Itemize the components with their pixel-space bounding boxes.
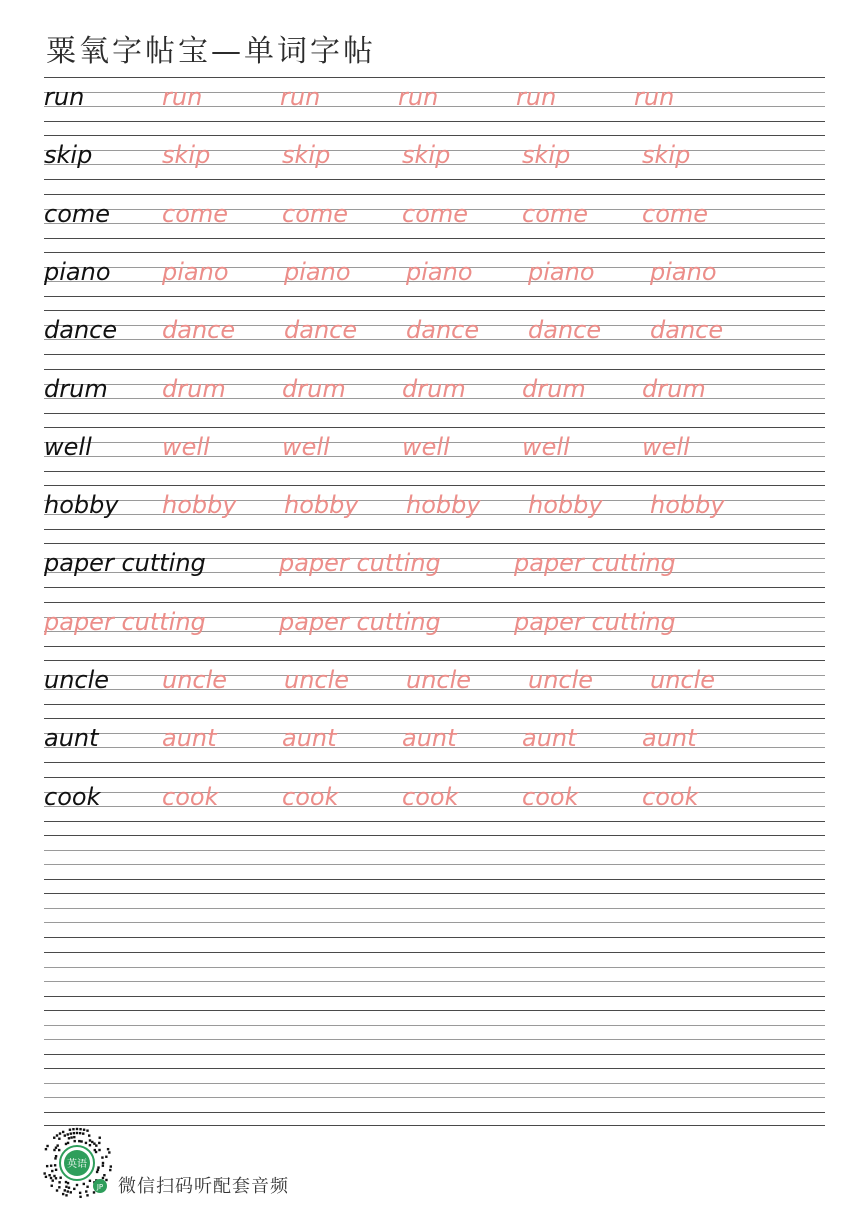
practice-row xyxy=(44,310,825,354)
trace-word: cook xyxy=(162,782,219,811)
trace-word: paper cutting xyxy=(279,549,441,578)
practice-row xyxy=(44,777,825,821)
practice-row xyxy=(44,135,825,179)
trace-word: piano xyxy=(284,257,351,286)
model-word: hobby xyxy=(44,491,119,520)
guide-line xyxy=(44,1068,825,1069)
guide-line xyxy=(44,1010,825,1011)
trace-word: cook xyxy=(522,782,579,811)
trace-word: skip xyxy=(522,141,571,170)
qr-corner-label: JP xyxy=(96,1183,104,1191)
trace-word: run xyxy=(634,83,675,111)
guide-line xyxy=(44,996,825,997)
practice-row xyxy=(44,369,825,413)
trace-word: piano xyxy=(528,257,595,286)
model-word: paper cutting xyxy=(44,549,206,578)
trace-word: piano xyxy=(162,257,229,286)
guide-line xyxy=(44,587,825,588)
guide-line xyxy=(44,850,825,851)
guide-line xyxy=(44,1025,825,1026)
guide-line xyxy=(44,1112,825,1113)
trace-word: well xyxy=(282,432,330,461)
trace-word: well xyxy=(642,432,690,461)
trace-word: aunt xyxy=(522,724,577,753)
practice-row xyxy=(44,543,825,587)
model-word: uncle xyxy=(44,666,110,694)
trace-word: uncle xyxy=(284,666,350,694)
guide-line xyxy=(44,1083,825,1084)
trace-word: skip xyxy=(642,141,691,170)
model-word: cook xyxy=(44,782,101,811)
model-word: dance xyxy=(44,316,118,345)
qr-badge-label: 英语 xyxy=(67,1159,87,1170)
guide-line xyxy=(44,952,825,953)
guide-line xyxy=(44,1097,825,1098)
guide-line xyxy=(44,864,825,865)
guide-line xyxy=(44,529,825,530)
guide-line xyxy=(44,908,825,909)
trace-word: paper cutting xyxy=(44,607,206,636)
trace-word: come xyxy=(642,199,709,228)
trace-word: come xyxy=(282,199,349,228)
guide-line xyxy=(44,893,825,894)
trace-word: drum xyxy=(402,374,466,403)
trace-word: well xyxy=(402,432,450,461)
guide-line xyxy=(44,413,825,414)
guide-line xyxy=(44,981,825,982)
trace-word: dance xyxy=(284,316,358,345)
trace-word: paper cutting xyxy=(514,549,676,578)
guide-line xyxy=(44,121,825,122)
trace-word: come xyxy=(402,199,469,228)
practice-row xyxy=(44,485,825,529)
trace-word: dance xyxy=(528,316,602,345)
trace-word: uncle xyxy=(528,666,594,694)
trace-word: uncle xyxy=(162,666,228,694)
page-title: 粟氧字帖宝—单词字帖 xyxy=(46,34,376,69)
guide-line xyxy=(44,762,825,763)
trace-word: drum xyxy=(522,374,586,403)
trace-word: run xyxy=(162,83,203,111)
footer xyxy=(40,1126,440,1206)
trace-word: drum xyxy=(162,374,226,403)
trace-word: paper cutting xyxy=(279,607,441,636)
trace-word: uncle xyxy=(406,666,472,694)
trace-word: run xyxy=(398,83,439,111)
trace-word: dance xyxy=(162,316,236,345)
practice-row xyxy=(44,660,825,704)
guide-line xyxy=(44,821,825,822)
trace-word: well xyxy=(522,432,570,461)
model-word: aunt xyxy=(44,724,99,753)
guide-line xyxy=(44,704,825,705)
guide-line xyxy=(44,937,825,938)
trace-word: aunt xyxy=(162,724,217,753)
guide-line xyxy=(44,879,825,880)
practice-row xyxy=(44,427,825,471)
trace-word: aunt xyxy=(282,724,337,753)
guide-line xyxy=(44,354,825,355)
trace-word: paper cutting xyxy=(514,607,676,636)
model-word: come xyxy=(44,199,111,228)
guide-line xyxy=(44,471,825,472)
trace-word: skip xyxy=(402,141,451,170)
guide-line xyxy=(44,1054,825,1055)
model-word: run xyxy=(44,83,85,111)
practice-row xyxy=(44,602,825,646)
trace-word: hobby xyxy=(528,491,603,520)
model-word: skip xyxy=(44,141,93,170)
trace-word: come xyxy=(162,199,229,228)
trace-word: uncle xyxy=(650,666,716,694)
model-word: drum xyxy=(44,374,108,403)
trace-word: hobby xyxy=(162,491,237,520)
trace-word: come xyxy=(522,199,589,228)
trace-word: run xyxy=(516,83,557,111)
trace-word: hobby xyxy=(650,491,725,520)
guide-line xyxy=(44,967,825,968)
trace-word: cook xyxy=(402,782,459,811)
model-word: well xyxy=(44,432,92,461)
trace-word: aunt xyxy=(402,724,457,753)
guide-line xyxy=(44,296,825,297)
trace-word: skip xyxy=(282,141,331,170)
guide-line xyxy=(44,179,825,180)
trace-word: hobby xyxy=(284,491,359,520)
trace-word: hobby xyxy=(406,491,481,520)
practice-row xyxy=(44,77,825,121)
trace-word: piano xyxy=(650,257,717,286)
guide-line xyxy=(44,238,825,239)
trace-word: drum xyxy=(642,374,706,403)
trace-word: dance xyxy=(406,316,480,345)
trace-word: dance xyxy=(650,316,724,345)
guide-line xyxy=(44,1039,825,1040)
model-word: piano xyxy=(44,257,111,286)
guide-line xyxy=(44,835,825,836)
practice-row xyxy=(44,252,825,296)
trace-word: aunt xyxy=(642,724,697,753)
guide-line xyxy=(44,922,825,923)
trace-word: drum xyxy=(282,374,346,403)
trace-word: well xyxy=(162,432,210,461)
guide-line xyxy=(44,646,825,647)
trace-word: run xyxy=(280,83,321,111)
trace-word: skip xyxy=(162,141,211,170)
footer-caption: 微信扫码听配套音频 xyxy=(118,1176,289,1197)
trace-word: piano xyxy=(406,257,473,286)
trace-word: cook xyxy=(282,782,339,811)
practice-row xyxy=(44,194,825,238)
trace-word: cook xyxy=(642,782,699,811)
qr-code-icon[interactable] xyxy=(40,1126,114,1200)
practice-row xyxy=(44,718,825,762)
